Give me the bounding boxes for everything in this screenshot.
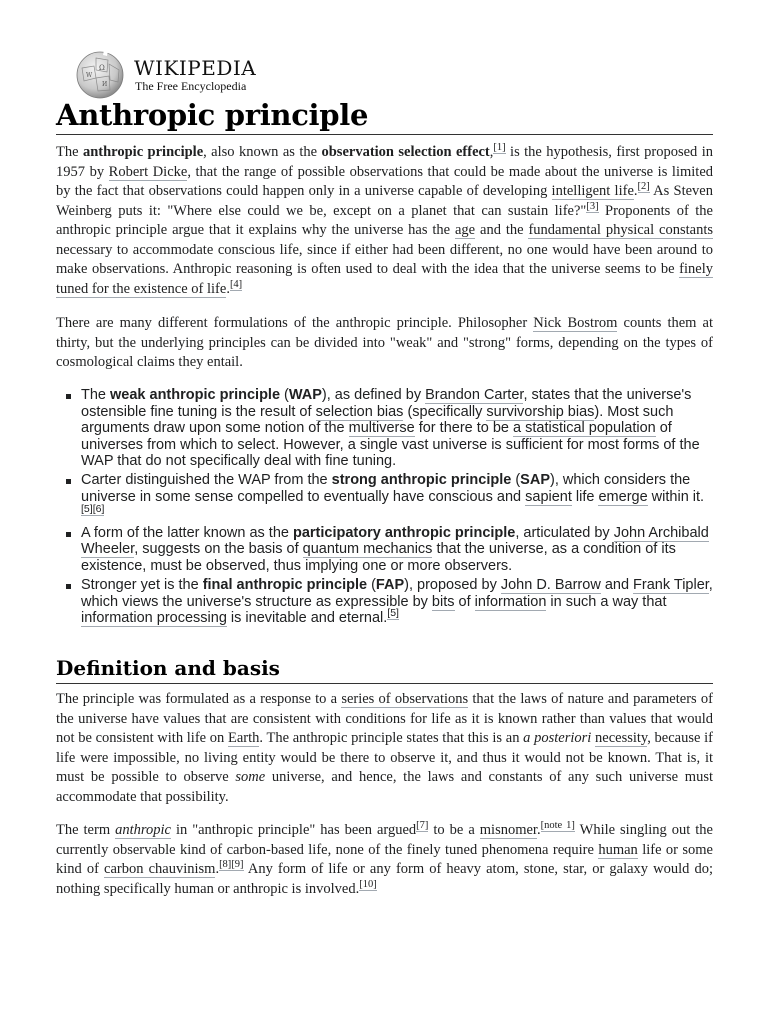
link-quantum-mechanics[interactable]: quantum mechanics bbox=[302, 541, 433, 558]
link-misnomer[interactable]: misnomer bbox=[479, 822, 537, 838]
text: . bbox=[633, 183, 638, 199]
bold-term: anthropic principle bbox=[82, 144, 204, 160]
link-fundamental-physical-constants[interactable]: fundamental physical constants bbox=[528, 222, 713, 238]
list-item: Stronger yet is the final anthropic principle (FAP), proposed by John D. Barrow and Frank Tipler, which views the universe's structure as expressible by bits of information in such a way that information processing is inevitable and eternal.[5] bbox=[56, 577, 713, 627]
italic-term: some bbox=[235, 769, 266, 785]
link-intelligent-life[interactable]: intelligent life bbox=[551, 183, 634, 199]
link-information[interactable]: information bbox=[474, 593, 547, 610]
link-series-of-observations[interactable]: series of observations bbox=[341, 691, 469, 707]
text: There are many different formulations of the anthropic principle. Philosopher bbox=[56, 315, 534, 331]
text: necessary to accommodate conscious life, since if either had been different, no one would have been around to make observations. Anthropic reasoning is often used to deal with the idea that the universe seems to be bbox=[56, 241, 713, 277]
text: As Steven Weinberg puts it: "Where else could we be, except on a planet that can sustain life?" bbox=[56, 183, 713, 219]
list-item: A form of the latter known as the participatory anthropic principle, articulated by John Archibald Wheeler, suggests on the basis of quantum mechanics that the universe, as a condition of its existence, must be observed, thus implying one or more observers. bbox=[56, 525, 713, 575]
citation-link[interactable]: [1] bbox=[493, 142, 506, 154]
svg-text:W: W bbox=[86, 72, 93, 79]
citation-link[interactable]: [2] bbox=[637, 181, 650, 193]
link-multiverse[interactable]: multiverse bbox=[348, 420, 415, 437]
citation-link[interactable]: [3] bbox=[586, 200, 599, 212]
bullet bbox=[66, 584, 71, 589]
page-title: Anthropic principle bbox=[56, 96, 713, 135]
link-selection-bias[interactable]: selection bias bbox=[315, 403, 404, 420]
svg-text:И: И bbox=[102, 81, 108, 88]
intro-paragraph-2 bbox=[56, 314, 713, 373]
intro-paragraph-1: The anthropic principle, also known as the observation selection effect,[1] is the hypothesis, first proposed in 1957 by Robert Dicke, that the range of possible observations that could be made about the universe is limited by the fact that observations could happen only in a universe capable of developing intelligent life.[2] As Steven Weinberg puts it: "Where else could we be, except on a planet that can sustain life?"[3] Proponents of the anthropic principle argue that it explains why the universe has the age and the fundamental physical constants necessary to accommodate conscious life, since if either had been different, no one would have been around to make observations. Anthropic reasoning is often used to deal with the idea that the universe seems to be finely tuned for the existence of life.[4] bbox=[56, 142, 714, 297]
link-brandon-carter[interactable]: Brandon Carter bbox=[425, 387, 524, 403]
tagline: The Free Encyclopedia bbox=[135, 79, 247, 93]
section-paragraph-1: The principle was formulated as a response to a series of observations that the laws of nature and parameters of the universe have values that are consistent with conditions for life as it is known rather than values that would not be consistent with life on Earth. The anthropic principle states that this is an a posteriori necessity, because if life were impossible, no living entity would be there to observe it, and thus it would not be known. That is, it must be possible to observe some universe, and hence, the laws and constants of any such universe must accommodate that possibility. bbox=[56, 691, 713, 805]
citation-link[interactable]: [5] bbox=[81, 502, 93, 515]
bullet bbox=[66, 532, 71, 537]
svg-text:Ω: Ω bbox=[99, 64, 105, 72]
text: , that the range of possible observations that could be made about the universe is limited by the fact that observations could happen only in a universe capable of developing bbox=[56, 163, 714, 199]
link-earth[interactable]: Earth bbox=[228, 730, 260, 746]
text: and the bbox=[475, 222, 529, 238]
list-item: Carter distinguished the WAP from the strong anthropic principle (SAP), which considers the universe in some sense compelled to eventually have conscious and sapient life emerge within it.[5][6] bbox=[56, 472, 713, 522]
bullet bbox=[66, 394, 71, 399]
citation-link[interactable]: [8] bbox=[219, 859, 232, 871]
link-anthropic[interactable]: anthropic bbox=[115, 822, 171, 838]
link-emerge[interactable]: emerge bbox=[598, 489, 648, 506]
link-survivorship-bias[interactable]: survivorship bias bbox=[486, 403, 595, 420]
text: Proponents of the anthropic principle argue that it explains why the universe has the bbox=[56, 202, 713, 238]
text: is the hypothesis, first proposed in 1957 by bbox=[56, 144, 713, 180]
note-link[interactable]: [note 1] bbox=[540, 820, 575, 832]
bullet bbox=[66, 479, 71, 484]
link-age[interactable]: age bbox=[455, 222, 476, 238]
section-paragraph-2: The term anthropic in "anthropic principle" has been argued[7] to be a misnomer.[note 1] While singling out the currently observable kind of carbon-based life, none of the finely tuned phenomena require human life or some kind of carbon chauvinism.[8][9] Any form of life or any form of heavy atom, stone, star, or galaxy would do; nothing specifically human or anthropic is involved.[10] bbox=[56, 820, 713, 897]
wordmark: WIKIPEDIA bbox=[134, 56, 257, 80]
text: . bbox=[226, 280, 230, 297]
link-bits[interactable]: bits bbox=[431, 593, 455, 610]
link-sapient[interactable]: sapient bbox=[525, 489, 572, 506]
citation-link[interactable]: [7] bbox=[416, 820, 429, 832]
list-item: The weak anthropic principle (WAP), as defined by Brandon Carter, states that the universe's ostensible fine tuning is the result of selection bias (specifically survivorship bias). Most such arguments draw upon some notion of the multiverse for there to be a statistical population of universes from which to select. However, a single vast universe is sufficient for most forms of the WAP that do not specifically deal with fine tuning. bbox=[56, 387, 713, 470]
link-information-processing[interactable]: information processing bbox=[81, 610, 227, 627]
link-john-d-barrow[interactable]: John D. Barrow bbox=[500, 577, 601, 594]
citation-link[interactable]: [4] bbox=[229, 278, 243, 290]
link-nick-bostrom[interactable]: Nick Bostrom bbox=[533, 315, 618, 331]
puzzle-globe-icon bbox=[74, 50, 126, 100]
citation-link[interactable]: [10] bbox=[359, 878, 377, 890]
text: The bbox=[56, 144, 83, 160]
text: , also known as the bbox=[203, 144, 322, 160]
link-statistical-population[interactable]: a statistical population bbox=[513, 420, 656, 437]
italic-term: a posteriori bbox=[523, 730, 592, 746]
principle-forms-list bbox=[56, 387, 713, 629]
link-frank-tipler[interactable]: Frank Tipler bbox=[633, 577, 709, 594]
link-john-archibald-wheeler[interactable]: John Archibald Wheeler bbox=[81, 524, 709, 558]
text: counts them at thirty, but the underlying principles can be divided into "weak" and "strong" forms, depending on the types of cosmological claims they entail. bbox=[56, 315, 713, 370]
citation-link[interactable]: [5] bbox=[387, 607, 399, 620]
link-fine-tuned-universe[interactable]: finely tuned for the existence of life bbox=[56, 261, 713, 297]
link-carbon-chauvinism[interactable]: carbon chauvinism bbox=[104, 861, 216, 877]
citation-link[interactable]: [6] bbox=[92, 502, 105, 515]
citation-link[interactable]: [9] bbox=[231, 859, 244, 871]
link-robert-dicke[interactable]: Robert Dicke bbox=[108, 163, 188, 180]
wikipedia-logo[interactable] bbox=[74, 50, 274, 100]
bold-term: observation selection effect bbox=[321, 144, 490, 160]
link-necessity[interactable]: necessity bbox=[595, 730, 648, 746]
section-heading-definition: Definition and basis bbox=[56, 654, 713, 684]
link-human[interactable]: human bbox=[598, 841, 638, 858]
